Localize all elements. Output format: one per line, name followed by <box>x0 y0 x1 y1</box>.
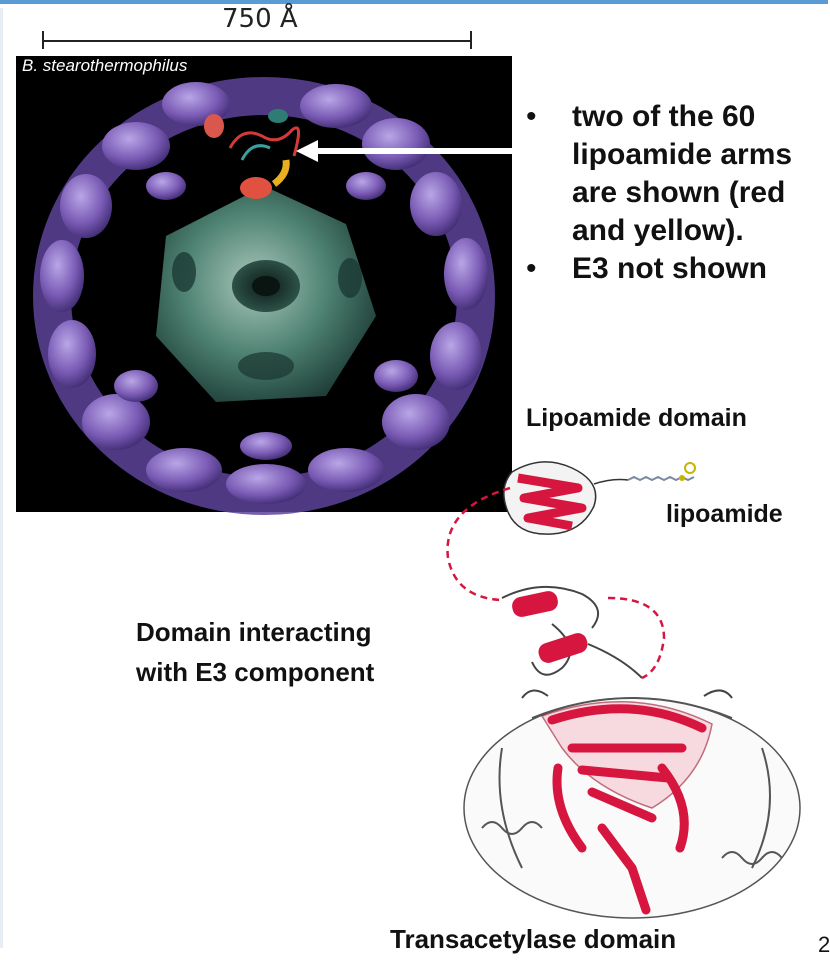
bullet-list <box>526 98 826 288</box>
scale-bar-line <box>42 40 472 42</box>
slide-top-rule <box>0 0 828 4</box>
transacetylase-domain-label: Transacetylase domain <box>390 924 677 954</box>
e3-label-line-2: with E3 component <box>136 657 375 687</box>
scale-bar-right-tick <box>470 31 472 49</box>
bullet-item <box>526 98 826 250</box>
page-number: 2 <box>818 932 830 957</box>
bullet-text: E3 not shown <box>572 252 767 285</box>
pdh-complex-illustration <box>16 56 512 512</box>
pointer-arrow <box>294 136 520 166</box>
bullet-item <box>526 250 826 288</box>
lipoamide-domain-label: Lipoamide domain <box>526 404 747 432</box>
e3-interacting-domain-label <box>136 612 436 692</box>
scale-bar-left-tick <box>42 31 44 49</box>
lipoamide-arms <box>204 109 299 199</box>
transacetylase-domain-ribbon <box>464 690 800 918</box>
slide-left-rule <box>0 8 3 948</box>
lipoamide-label: lipoamide <box>666 500 783 528</box>
e3-interacting-domain-ribbon <box>502 587 642 678</box>
e3-label-line-1: Domain interacting <box>136 617 372 647</box>
species-label: B. stearothermophilus <box>22 56 188 75</box>
scale-bar-label: 750 Å <box>222 4 298 34</box>
e2-core <box>156 186 376 402</box>
bullet-text: two of the 60 lipoamide arms are shown (red and yellow). <box>572 100 793 247</box>
bullet-marker: • <box>526 100 537 133</box>
bullet-marker: • <box>526 252 537 285</box>
pdh-complex-reconstruction-image <box>16 56 512 512</box>
